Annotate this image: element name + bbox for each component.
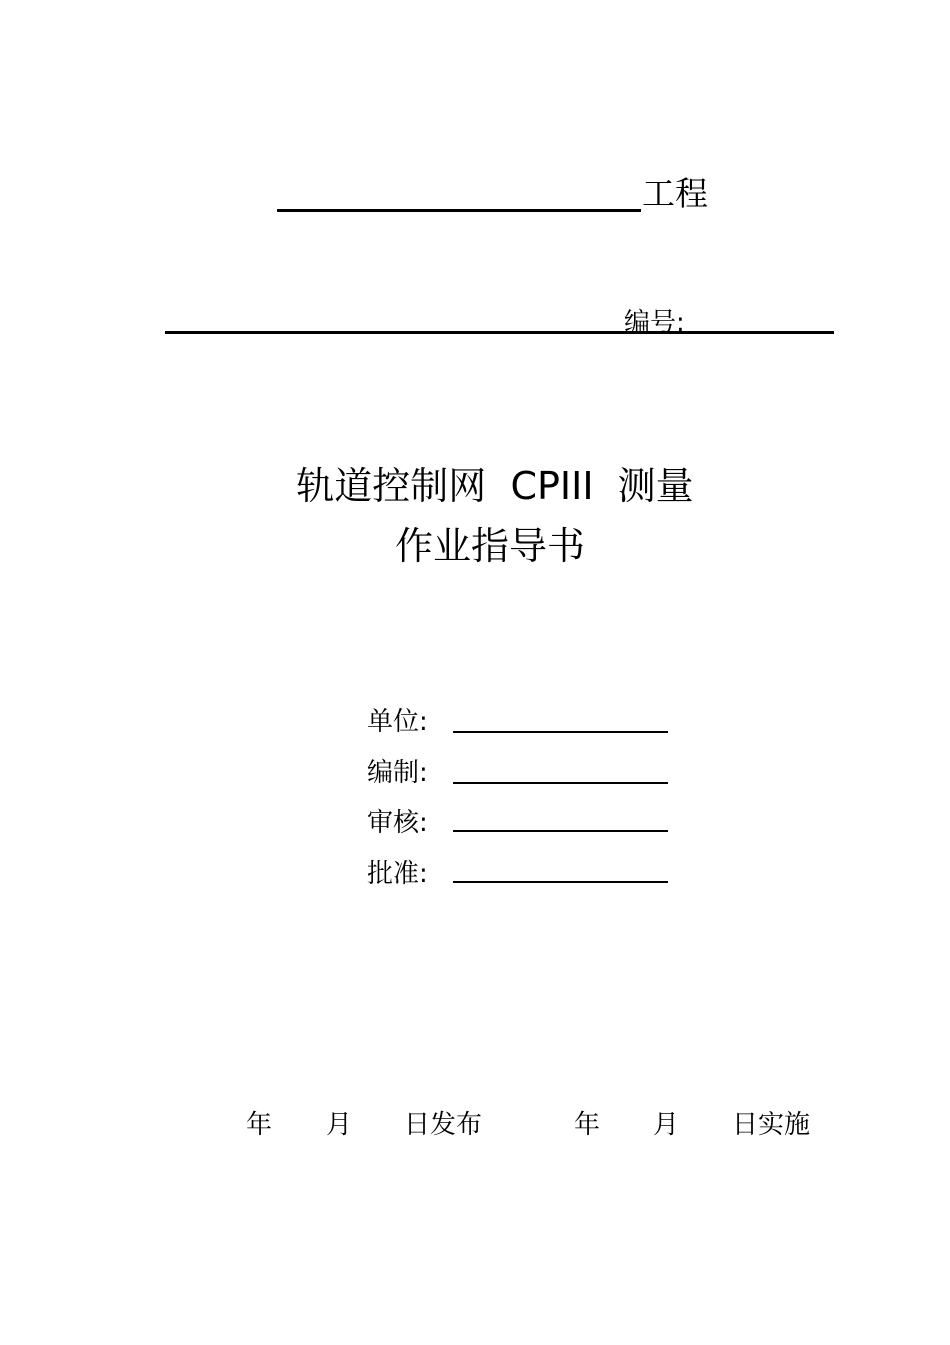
document-subtitle: 作业指导书 xyxy=(394,524,585,568)
doc-number-rule xyxy=(165,331,834,334)
document-title: 轨道控制网 CPIII 测量 xyxy=(296,464,694,508)
doc-number-label: 编号: xyxy=(624,308,685,338)
issue-date-year: 年 xyxy=(246,1110,273,1140)
field-blank-unit[interactable] xyxy=(453,731,668,733)
effective-date-month: 月 xyxy=(653,1110,680,1140)
issue-date-month: 月 xyxy=(326,1110,353,1140)
project-suffix: 工程 xyxy=(642,174,708,213)
field-blank-compiled[interactable] xyxy=(453,782,668,784)
field-label-reviewed: 审核: xyxy=(367,808,428,838)
effective-date-day: 日实施 xyxy=(732,1110,811,1140)
issue-date-day: 日发布 xyxy=(404,1110,483,1140)
field-label-approved: 批准: xyxy=(367,859,428,889)
effective-date-year: 年 xyxy=(574,1110,601,1140)
field-blank-reviewed[interactable] xyxy=(453,830,668,832)
field-label-unit: 单位: xyxy=(367,707,428,737)
field-label-compiled: 编制: xyxy=(367,758,428,788)
project-name-blank[interactable] xyxy=(277,209,641,212)
field-blank-approved[interactable] xyxy=(453,881,668,883)
